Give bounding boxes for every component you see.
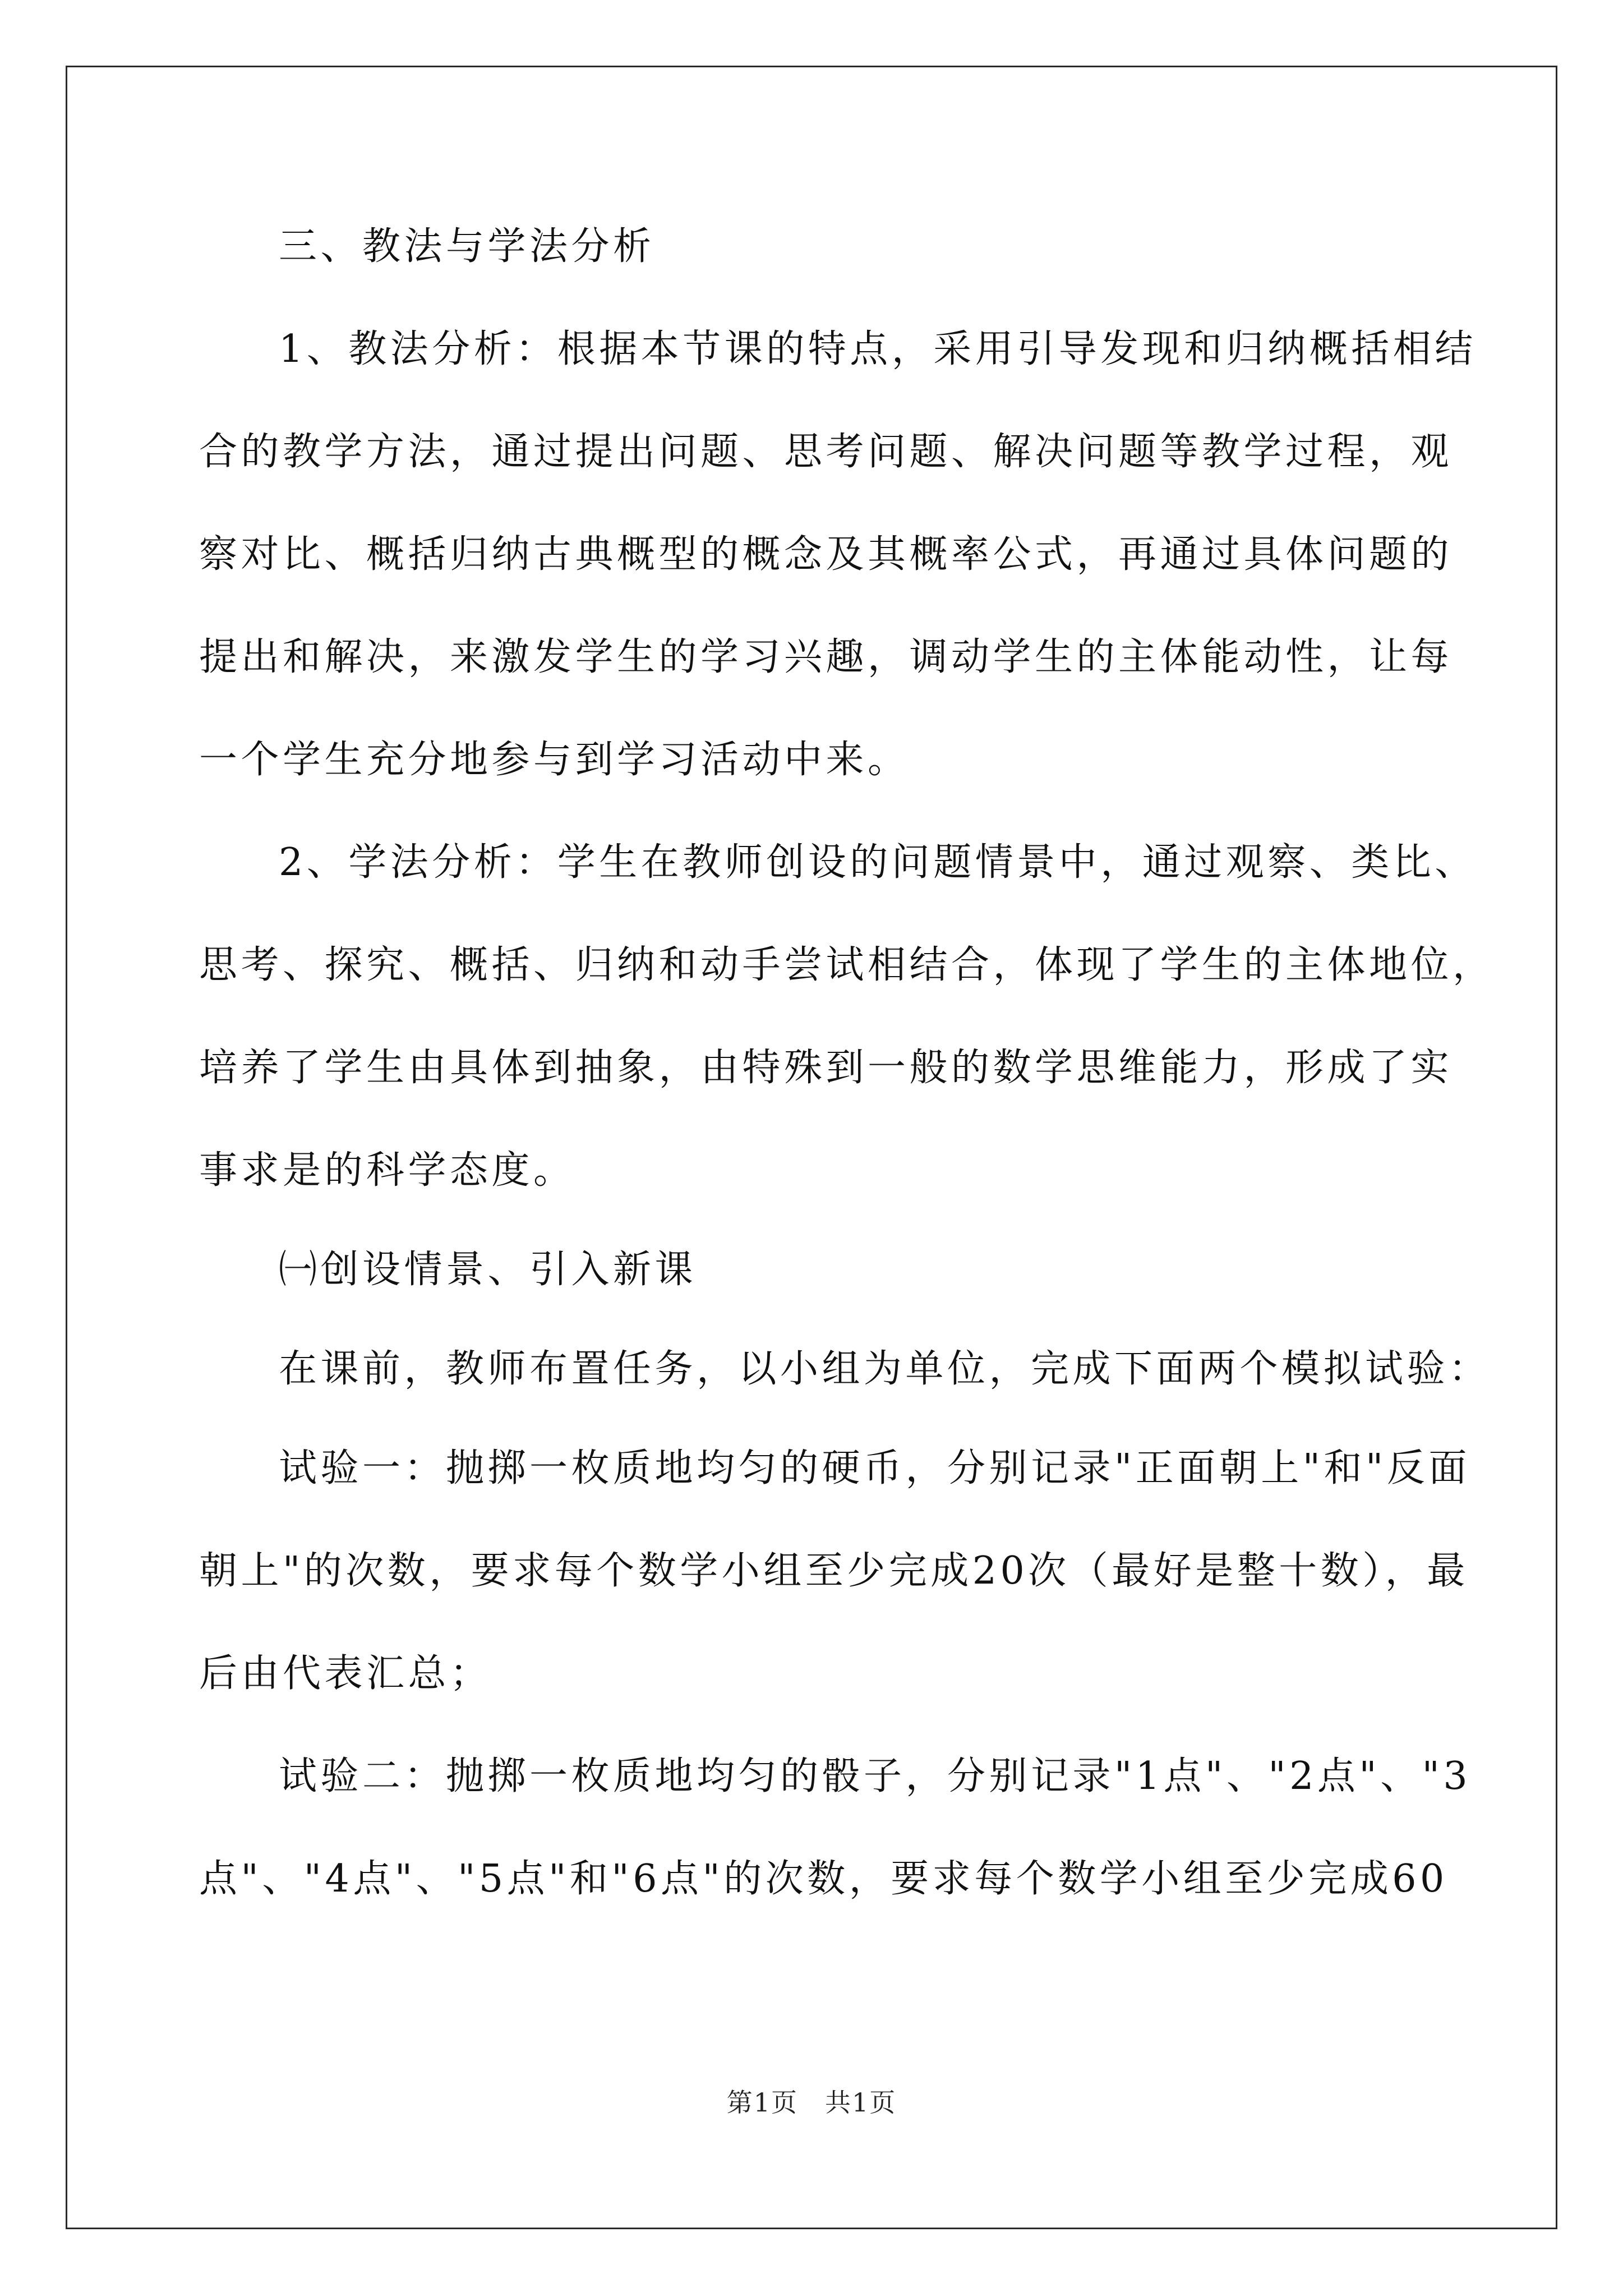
paragraph-line: 后由代表汇总；	[199, 1651, 492, 1696]
paragraph-line: 1、教法分析：根据本节课的特点，采用引导发现和归纳概括相结	[279, 327, 1477, 371]
paragraph-line: 朝上"的次数，要求每个数学小组至少完成20次（最好是整十数），最	[199, 1549, 1469, 1593]
paragraph-line: 在课前，教师布置任务，以小组为单位，完成下面两个模拟试验：	[279, 1347, 1491, 1391]
section-heading: 三、教法与学法分析	[279, 224, 655, 269]
paragraph-line: 试验二：抛掷一枚质地均匀的骰子，分别记录"1点"、"2点"、"3	[279, 1754, 1472, 1798]
paragraph-line: 事求是的科学态度。	[199, 1148, 575, 1193]
page-footer: 第1页 共1页	[726, 2087, 897, 2118]
paragraph-line: 培养了学生由具体到抽象，由特殊到一般的数学思维能力，形成了实	[199, 1046, 1453, 1090]
subsection-heading: ㈠创设情景、引入新课	[279, 1248, 697, 1292]
paragraph-line: 思考、探究、概括、归纳和动手尝试相结合，体现了学生的主体地位，	[199, 943, 1495, 987]
paragraph-line: 合的教学方法，通过提出问题、思考问题、解决问题等教学过程，观	[199, 430, 1453, 474]
document-body	[199, 219, 1495, 1907]
paragraph-line: 察对比、概括归纳古典概型的概念及其概率公式，再通过具体问题的	[199, 532, 1453, 577]
paragraph-line: 点"、"4点"、"5点"和"6点"的次数，要求每个数学小组至少完成60	[199, 1857, 1448, 1901]
paragraph-line: 一个学生充分地参与到学习活动中来。	[199, 738, 910, 782]
paragraph-line: 提出和解决，来激发学生的学习兴趣，调动学生的主体能动性，让每	[199, 635, 1453, 679]
paragraph-line: 2、学法分析：学生在教师创设的问题情景中，通过观察、类比、	[279, 840, 1477, 885]
paragraph-line: 试验一：抛掷一枚质地均匀的硬币，分别记录"正面朝上"和"反面	[279, 1446, 1470, 1490]
